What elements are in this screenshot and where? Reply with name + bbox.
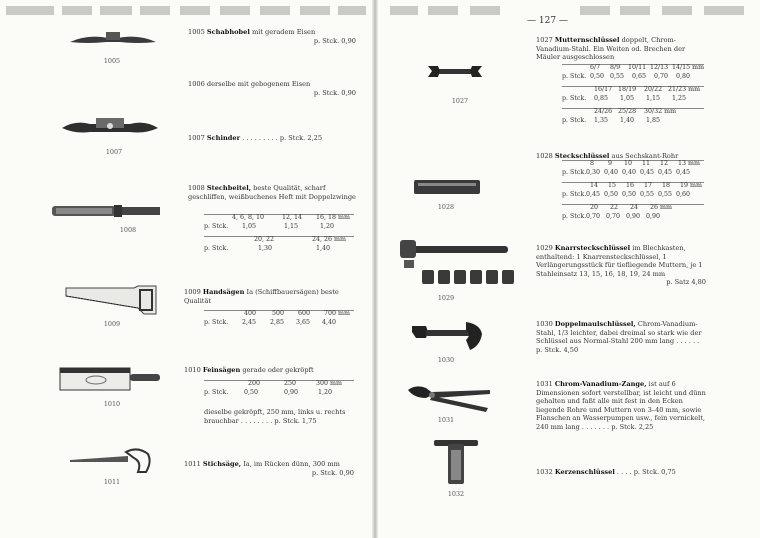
price-row: 8 9 10 11 12 13 mm	[562, 160, 704, 161]
scan-band	[428, 6, 458, 15]
item-name: Schabhobel	[206, 28, 250, 36]
item-extra-note: dieselbe gekröpft, 250 mm, links u. rechts brauchbar . . . . . . . . p. Stck. 1,75	[204, 408, 346, 425]
pliers-illustration	[404, 382, 494, 416]
catalog-entry	[536, 468, 706, 477]
item-description: doppelt, Chrom-Vanadium-Stahl. Ein Weiten od. Brechen der Mäuler ausgeschlossen	[536, 36, 686, 62]
item-name: Handsägen	[202, 288, 245, 296]
scan-band	[620, 6, 650, 15]
price-row: 4, 6, 8, 10 12, 14 16, 18 mm	[204, 214, 354, 215]
catalog-entry	[188, 184, 356, 201]
item-number: 1009	[184, 288, 201, 296]
figure-label: 1011	[103, 478, 121, 486]
figure-label: 1031	[437, 416, 455, 424]
figure-label: 1032	[447, 490, 465, 498]
figure-label: 1008	[119, 226, 137, 234]
double-wrench-illustration	[428, 64, 482, 80]
figure-label: 1005	[103, 57, 121, 65]
item-number: 1031	[536, 380, 553, 388]
scan-band	[390, 6, 418, 15]
figure-label: 1030	[437, 356, 455, 364]
scan-band	[6, 6, 54, 15]
adjustable-wrench-illustration	[410, 320, 484, 354]
item-number: 1007	[188, 134, 205, 142]
scan-band	[140, 6, 170, 15]
item-description: mit geradem Eisen	[249, 28, 316, 36]
item-number: 1027	[536, 36, 553, 44]
item-description: beste Qualität, scharf geschliffen, weißbuchenes Heft mit Doppelzwinge	[188, 184, 356, 201]
item-description: . . . . p. Stck. 0,75	[614, 468, 676, 476]
handsaw-illustration	[64, 284, 158, 320]
price-row: 20 22 24 26 mm	[562, 204, 704, 205]
spark-plug-wrench-illustration	[432, 436, 480, 488]
spokeshave-illustration	[68, 28, 158, 52]
item-description: derselbe mit gebogenem Eisen	[206, 80, 311, 88]
item-name: Knarrsteckschlüssel	[554, 244, 631, 252]
item-name: Doppelmaulschlüssel,	[554, 320, 636, 328]
price-row: 16/17 18/19 20/22 21/23 mm	[562, 86, 704, 87]
chisel-illustration	[50, 198, 162, 224]
item-number: 1028	[536, 152, 553, 160]
scan-band	[260, 6, 290, 15]
catalog-entry	[184, 366, 354, 375]
keyhole-saw-illustration	[68, 446, 154, 476]
item-name: Chrom-Vanadium-Zange,	[554, 380, 647, 388]
figure-label: 1027	[451, 97, 469, 105]
item-description: Ia (Schiffbauersägen) beste Qualität	[184, 288, 339, 305]
item-number: 1006	[188, 80, 205, 88]
item-description: ist auf 6 Dimensionen sofort verstellbar, ist leicht und dünn gehalten und faßt alle mit fest in den Ecken liegende Rohre und Muttern von 3–40 mm, sowie Flanschen an Wasserpumpen usw., fein vernickelt, 240 mm lang . . . . . . . p. Stck. 2,25	[536, 380, 706, 431]
item-number: 1008	[188, 184, 205, 192]
scan-band	[662, 6, 692, 15]
ratchet-socket-set-illustration	[398, 238, 518, 290]
item-number: 1032	[536, 468, 553, 476]
item-name: Mutternschlüssel	[554, 36, 620, 44]
book-gutter	[372, 0, 378, 538]
scan-band	[100, 6, 132, 15]
price-row: 200 250 300 mm	[204, 380, 354, 381]
item-price: p. Stck. 0,90	[313, 88, 356, 97]
catalog-entry	[188, 134, 356, 143]
price-row: 24/26 25/28 30/32 mm	[562, 108, 704, 109]
figure-label: 1010	[103, 400, 121, 408]
catalog-entry	[536, 36, 704, 62]
item-name: Stichsäge,	[202, 460, 242, 468]
catalog-entry	[188, 28, 356, 45]
item-name: Feinsägen	[202, 366, 241, 374]
item-description: . . . . . . . . . p. Stck. 2,25	[240, 134, 323, 142]
item-description: im Blechkasten, enthaltend: 1 Knarrensteckschlüssel, 1 Verlängerungsstück für tiefliegende Muttern, je 1 Stahleinsatz 13, 15, 16, 18, 19, 24 mm	[536, 244, 703, 278]
catalog-spread: — 127 — 1005 1005 Schabhobel mit geradem Eisen p. Stck. 0,90 1006 derselbe mit gebogenem Eisen p. Stck. 0,90 1007 1007 Schinder . . . . . . . . . p. Stck. 2,25 1008 1008 Stechbeitel, beste Qualität, scharf geschliffen, weißbuchenes Heft mit Doppelzwinge 4, 6, 8, 10 12, 14 16, 18 mm p. Stck. 1,05 1,15 1,20 20, 22 24, 26 mm p. Stck. 1,30 1,40 1009 1009 Handsägen Ia (Schiffbauersägen) beste Qualität 400 500 600 700 mm p. Stck. 2,45 2,85 3,65 4,40 1010 1010 Feinsägen gerade oder gekröpft 200 250 300 mm p. Stck. 0,50 0,90 1,20 dieselbe gekröpft, 250 mm, links u. rechts brauchbar . . . . . . . . p. Stck. 1,75 1011 1011 Stichsäge, Ia, im Rücken dünn, 300 mm p. Stck. 0,90 1027 1027 Mutternschlüssel doppelt, Chrom-Vanadium-Stahl. Ein Weiten od. Brechen der Mäuler ausgeschlossen 6/7 8/9 10/11 12/13 14/15 mm p. Stck. 0,50 0,55 0,65 0,70 0,80 16/17 18/19 20/22 21/23 mm p. Stck. 0,85 1,05 1,15 1,25 24/26 25/28 30/32 mm p. Stck. 1,35 1,40 1,85 1028 1028 Steckschlüssel aus Sechskant-Rohr 8 9 10 11 12 13 mm p. Stck. 0,30 0,40 0,40 0,45 0,45 0,45 14 15 16 17 18 19 mm p. Stck. 0,45 0,50 0,50 0,55 0,55 0,60 20 22 24 26 mm p. Stck. 0,70 0,70 0,90 0,90 1029 1029 Knarrsteckschlüssel im Blechkasten, enthaltend: 1 Knarrensteckschlüssel, 1 Verlängerungsstück für tiefliegende Muttern, je 1 Stahleinsatz 13, 15, 16, 18, 19, 24 mm p. Satz 4,80 1030 1030 Doppelmaulschlüssel, Chrom-Vanadium-Stahl, 1/3 leichter, dabei dreimal so stark wie der Schlüssel aus Normal-Stahl 200 mm lang . . . . . . p. Stck. 4,50 1031 1031 Chrom-Vanadium-Zange, ist auf 6 Dimensionen sofort verstellbar, ist leicht und dünn gehalten und faßt alle mit fest in den Ecken liegende Rohre und Muttern von 3–40 mm, sowie Flanschen an Wasserpumpen usw., fein vernickelt, 240 mm lang . . . . . . . p. Stck. 2,25 1032 1032 Kerzenschlüssel . . . . p. Stck. 0,75	[0, 0, 760, 538]
item-number: 1005	[188, 28, 205, 36]
item-name: Schinder	[206, 134, 241, 142]
figure-label: 1007	[105, 148, 123, 156]
figure-label: 1009	[103, 320, 121, 328]
item-price: p. Satz 4,80	[666, 278, 706, 287]
scan-band	[180, 6, 210, 15]
item-name: Steckschlüssel	[554, 152, 610, 160]
catalog-entry	[184, 460, 354, 477]
item-name: Kerzenschlüssel	[554, 468, 615, 476]
scan-band	[470, 6, 500, 15]
price-row: 20, 22 24, 26 mm	[204, 236, 354, 237]
scraper-plane-illustration	[60, 112, 160, 140]
scan-band	[704, 6, 744, 15]
catalog-entry	[536, 380, 706, 432]
item-description: aus Sechskant-Rohr	[609, 152, 679, 160]
item-price: p. Stck. 0,90	[311, 468, 354, 477]
figure-label: 1028	[437, 203, 455, 211]
figure-label: 1029	[437, 294, 455, 302]
price-row: 6/7 8/9 10/11 12/13 14/15 mm	[562, 64, 704, 65]
item-number: 1030	[536, 320, 553, 328]
item-price: p. Stck. 0,90	[313, 36, 356, 45]
catalog-entry	[536, 320, 706, 354]
item-name: Stechbeitel,	[206, 184, 252, 192]
scan-band	[338, 6, 366, 15]
scan-band	[220, 6, 250, 15]
fine-saw-illustration	[58, 364, 162, 394]
item-description: gerade oder gekröpft	[240, 366, 314, 374]
item-number: 1011	[184, 460, 201, 468]
item-number: 1029	[536, 244, 553, 252]
price-row: 14 15 16 17 18 19 mm	[562, 182, 704, 183]
scan-band	[62, 6, 92, 15]
scan-band	[300, 6, 330, 15]
item-description: Ia, im Rücken dünn, 300 mm	[241, 460, 340, 468]
item-number: 1010	[184, 366, 201, 374]
socket-wrench-illustration	[412, 176, 482, 198]
scan-band	[580, 6, 610, 15]
item-description: Chrom-Vanadium-Stahl, 1/3 leichter, dabei dreimal so stark wie der Schlüssel aus Normal-Stahl 200 mm lang . . . . . . p. Stck. 4,50	[536, 320, 702, 354]
catalog-entry	[188, 80, 356, 97]
page-number: — 127 —	[527, 16, 568, 26]
catalog-entry	[184, 288, 354, 305]
price-row: 400 500 600 700 mm	[204, 310, 354, 311]
catalog-entry	[536, 244, 706, 287]
